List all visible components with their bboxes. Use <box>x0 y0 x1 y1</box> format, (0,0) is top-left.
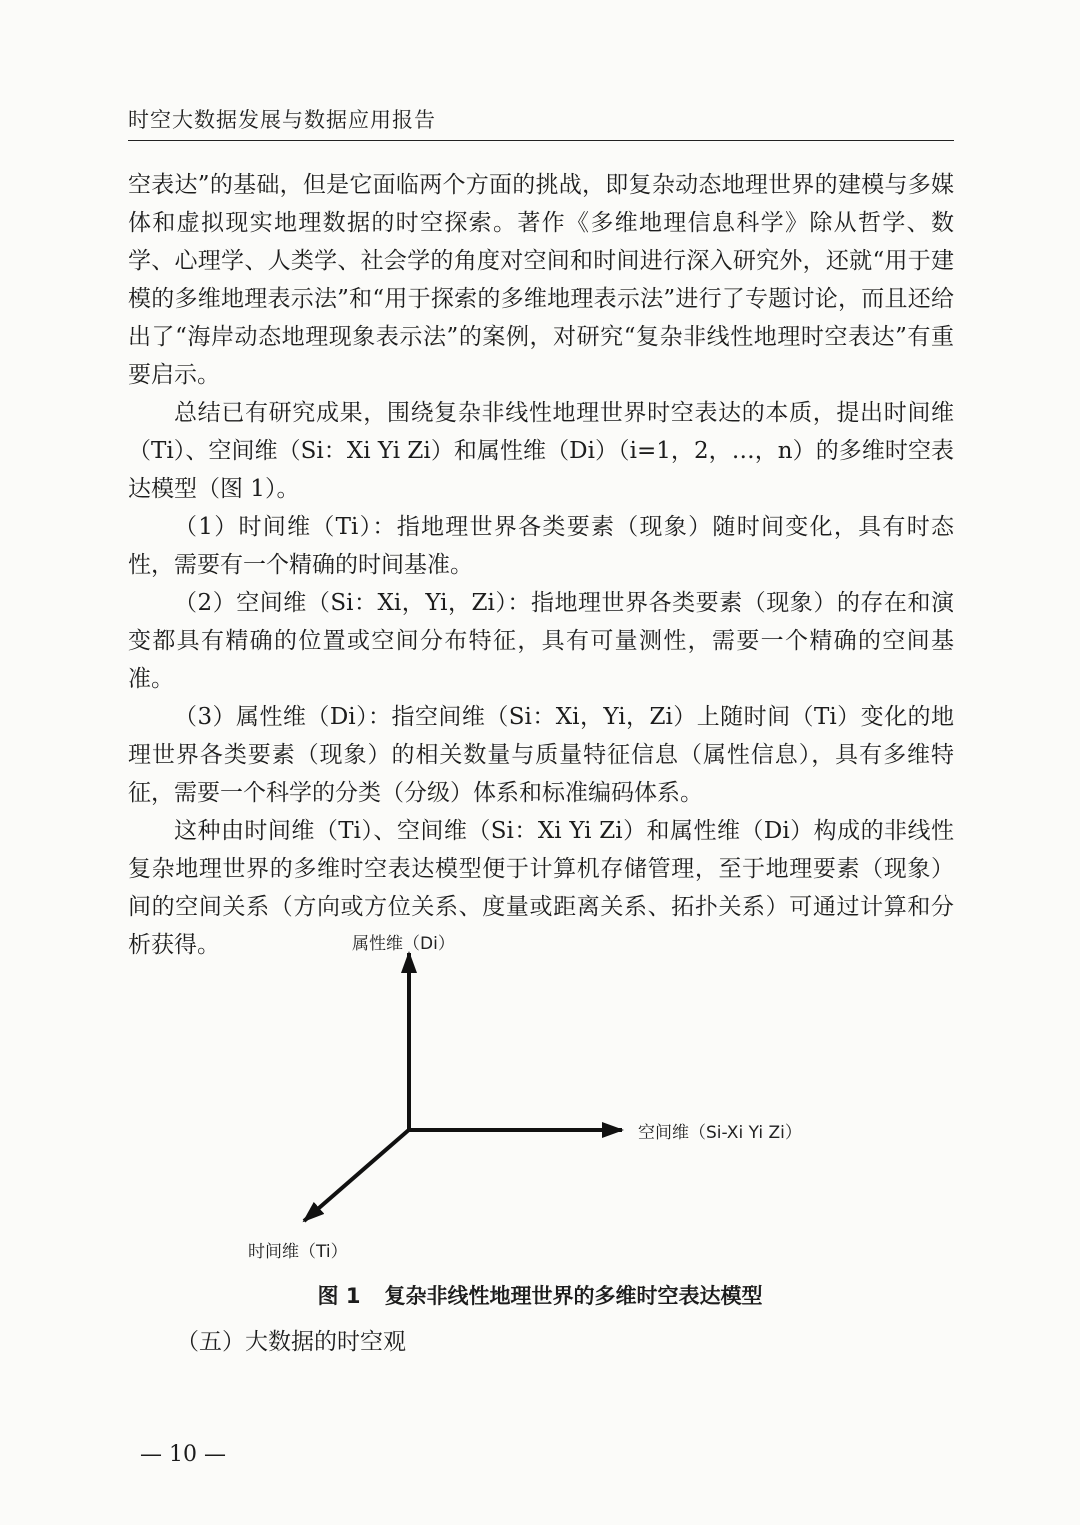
page-number: — 10 — <box>140 1442 226 1467</box>
header-rule <box>128 140 954 141</box>
space-axis-label: 空间维（Si-Xi Yi Zi） <box>638 1123 802 1143</box>
subsection-heading: （五）大数据的时空观 <box>176 1329 406 1355</box>
running-header: 时空大数据发展与数据应用报告 <box>128 108 436 132</box>
paragraph-6: 这种由时间维（Ti）、空间维（Si：Xi Yi Zi）和属性维（Di）构成的非线性复杂地理世界的多维时空表达模型便于计算机存储管理，至于地理要素（现象）间的空间关系（方向或方位关系、度量或距离关系、拓扑关系）可通过计算和分析获得。 <box>128 818 954 958</box>
axes-diagram <box>0 915 1080 1275</box>
figure-caption <box>0 1280 1080 1310</box>
paragraph-2: 总结已有研究成果，围绕复杂非线性地理世界时空表达的本质，提出时间维（Ti）、空间维（Si：Xi Yi Zi）和属性维（Di）（i=1，2，…，n）的多维时空表达模型（图 1）。 <box>128 400 954 502</box>
paragraph-1: 空表达”的基础，但是它面临两个方面的挑战，即复杂动态地理世界的建模与多媒体和虚拟现实地理数据的时空探索。著作《多维地理信息科学》除从哲学、数学、心理学、人类学、社会学的角度对空间和时间进行深入研究外，还就“用于建模的多维地理表示法”和“用于探索的多维地理表示法”进行了专题讨论，而且还给出了“海岸动态地理现象表示法”的案例，对研究“复杂非线性地理时空表达”有重要启示。 <box>128 172 954 388</box>
figure-1 <box>0 915 1080 1275</box>
body-text <box>128 166 954 964</box>
figure-caption-text: 复杂非线性地理世界的多维时空表达模型 <box>384 1284 763 1308</box>
paragraph-3: （1）时间维（Ti）：指地理世界各类要素（现象）随时间变化，具有时态性，需要有一个精确的时间基准。 <box>128 514 954 578</box>
attribute-axis-label: 属性维（Di） <box>352 934 455 954</box>
time-axis <box>304 1128 411 1221</box>
time-axis-label: 时间维（Ti） <box>248 1242 348 1262</box>
paragraph-5: （3）属性维（Di）：指空间维（Si：Xi，Yi，Zi）上随时间（Ti）变化的地理世界各类要素（现象）的相关数量与质量特征信息（属性信息），具有多维特征，需要一个科学的分类（分级）体系和标准编码体系。 <box>128 704 954 806</box>
figure-number: 图 1 <box>317 1284 361 1308</box>
paragraph-4: （2）空间维（Si：Xi，Yi，Zi）：指地理世界各类要素（现象）的存在和演变都具有精确的位置或空间分布特征，具有可量测性，需要一个精确的空间基准。 <box>128 590 954 692</box>
